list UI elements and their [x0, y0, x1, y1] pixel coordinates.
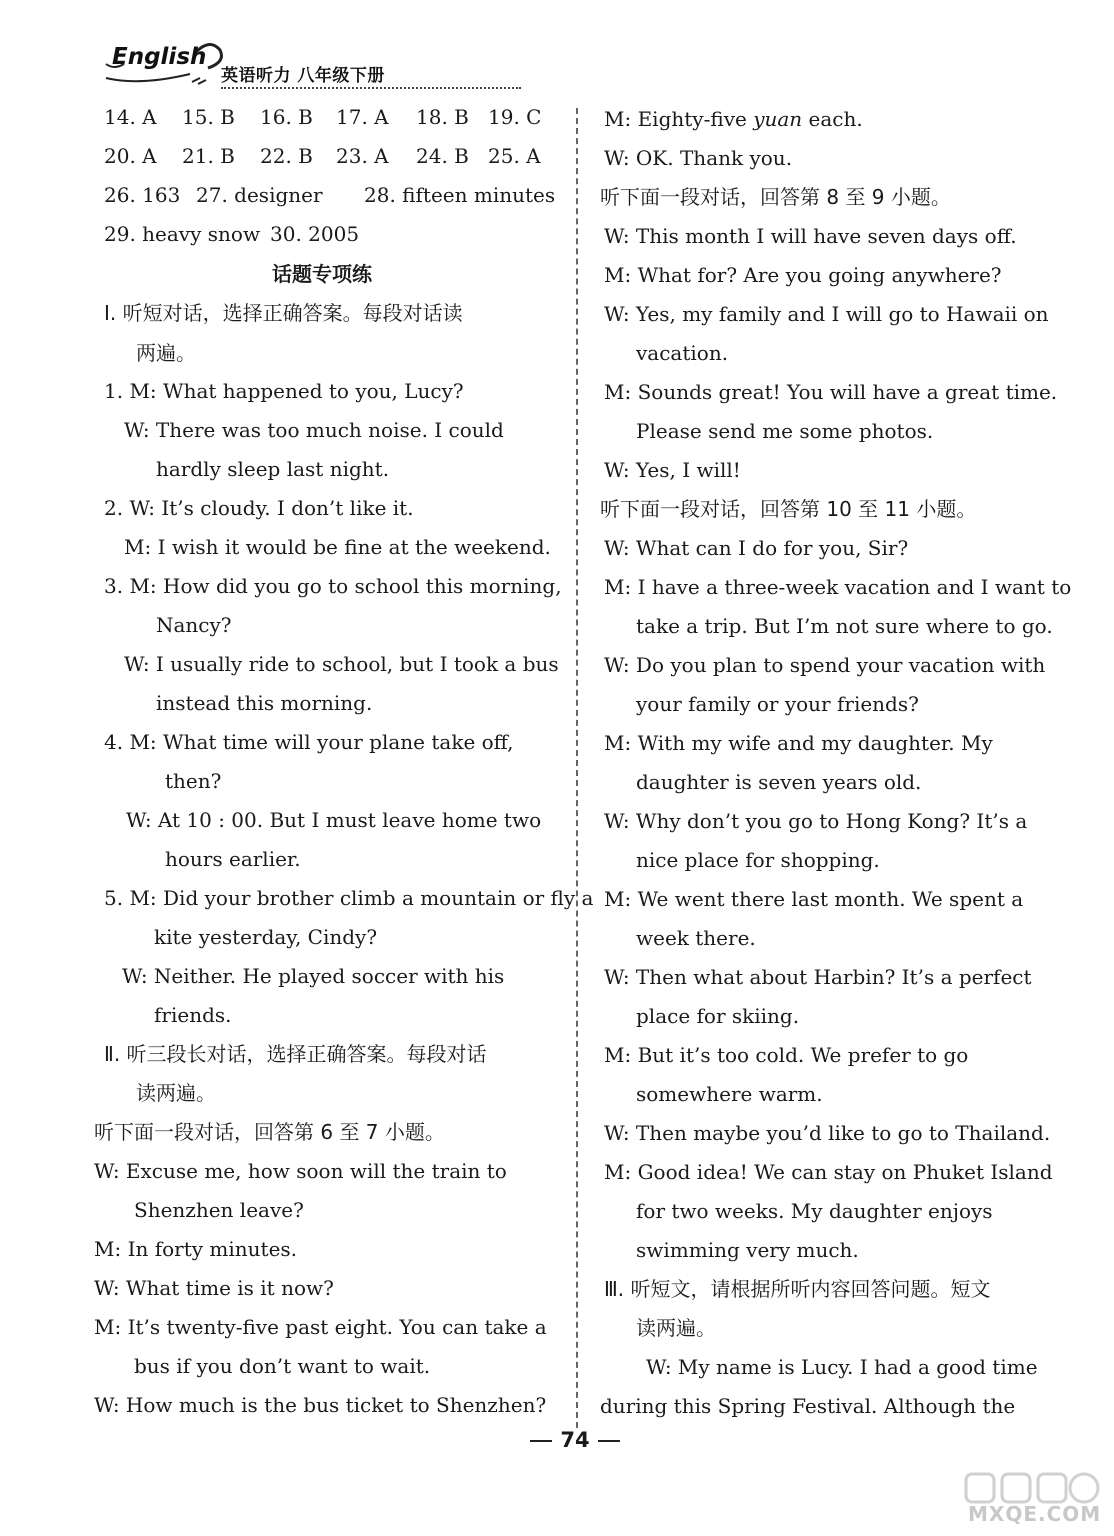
part-2-instruction: Ⅱ. 听三段长对话，选择正确答案。每段对话 — [104, 1042, 487, 1066]
answer-item: 20. A — [104, 144, 157, 168]
dialogue-line: M: It’s twenty-five past eight. You can take a — [94, 1315, 547, 1339]
dialogue-line: M: I wish it would be fine at the weekend. — [124, 535, 551, 559]
dialogue-line: W: What time is it now? — [94, 1276, 334, 1300]
page-number: 74 — [520, 1428, 630, 1452]
dialogue-line: 2. W: It’s cloudy. I don’t like it. — [104, 496, 414, 520]
dialogue-line: your family or your friends? — [636, 692, 919, 716]
dialogue-line: 1. M: What happened to you, Lucy? — [104, 379, 464, 403]
dialogue-line: bus if you don’t want to wait. — [134, 1354, 431, 1378]
dialogue-line: W: Do you plan to spend your vacation with — [604, 653, 1046, 677]
dialogue-line: W: At 10 : 00. But I must leave home two — [126, 808, 542, 832]
answer-item: 17. A — [336, 105, 389, 129]
page-number-dash — [598, 1440, 620, 1442]
dialogue-line: W: Why don’t you go to Hong Kong? It’s a — [604, 809, 1028, 833]
book-title: 英语听力 八年级下册 — [221, 66, 385, 86]
dialogue-line: nice place for shopping. — [636, 848, 880, 872]
part-3-instruction-cont: 读两遍。 — [636, 1316, 716, 1340]
dialogue-line: kite yesterday, Cindy? — [154, 925, 378, 949]
answer-item: 27. designer — [196, 183, 323, 207]
dialogue-line: W: How much is the bus ticket to Shenzhen? — [94, 1393, 547, 1417]
dialogue-line: for two weeks. My daughter enjoys — [636, 1199, 993, 1223]
answer-row-4 — [104, 221, 359, 247]
logo-word: English — [112, 44, 207, 70]
dialogue-intro: 听下面一段对话，回答第 6 至 7 小题。 — [94, 1120, 445, 1144]
header-divider — [221, 87, 521, 89]
dialogue-line: then? — [165, 769, 222, 793]
dialogue-line: M: Sounds great! You will have a great time. — [604, 380, 1058, 404]
watermark — [962, 1468, 1102, 1528]
answer-item: 21. B — [182, 144, 235, 168]
dialogue-line: M: In forty minutes. — [94, 1237, 298, 1261]
dialogue-line: swimming very much. — [636, 1238, 859, 1262]
dialogue-line: W: OK. Thank you. — [604, 146, 793, 170]
answer-row-2 — [104, 143, 541, 169]
dialogue-line: Shenzhen leave? — [134, 1198, 304, 1222]
dialogue-line: W: Then maybe you’d like to go to Thailand. — [604, 1121, 1051, 1145]
dialogue-line: M: We went there last month. We spent a — [604, 887, 1024, 911]
dialogue-line: M: What for? Are you going anywhere? — [604, 263, 1002, 287]
part-3-instruction: Ⅲ. 听短文，请根据所听内容回答问题。短文 — [604, 1277, 991, 1301]
dialogue-line: W: Excuse me, how soon will the train to — [94, 1159, 507, 1183]
dialogue-line: week there. — [636, 926, 756, 950]
answer-item: 25. A — [488, 144, 541, 168]
dialogue-line: instead this morning. — [156, 691, 373, 715]
answer-item: 23. A — [336, 144, 389, 168]
passage-line: during this Spring Festival. Although the — [600, 1394, 1016, 1418]
part-1-instruction-cont: 两遍。 — [136, 341, 196, 365]
answer-item: 18. B — [416, 105, 469, 129]
dialogue-line: hardly sleep last night. — [156, 457, 390, 481]
dialogue-line: 4. M: What time will your plane take off, — [104, 730, 514, 754]
page-header — [100, 34, 440, 98]
answer-row-3 — [104, 182, 555, 208]
dialogue-line: hours earlier. — [165, 847, 301, 871]
dialogue-intro: 听下面一段对话，回答第 8 至 9 小题。 — [600, 185, 951, 209]
page-number-dash — [530, 1440, 552, 1442]
dialogue-line: M: Eighty-five yuan each. — [604, 107, 863, 131]
answer-item: 22. B — [260, 144, 313, 168]
dialogue-line: M: Good idea! We can stay on Phuket Island — [604, 1160, 1053, 1184]
answer-item: 24. B — [416, 144, 469, 168]
answer-item: 28. fifteen minutes — [364, 183, 556, 207]
dialogue-line: Please send me some photos. — [636, 419, 934, 443]
watermark-text: MXQE.COM — [968, 1502, 1102, 1526]
dialogue-line: W: What can I do for you, Sir? — [604, 536, 909, 560]
part-1-instruction: Ⅰ. 听短对话，选择正确答案。每段对话读 — [104, 301, 463, 325]
passage-line: W: My name is Lucy. I had a good time — [646, 1355, 1038, 1379]
dialogue-line: friends. — [154, 1003, 232, 1027]
dialogue-line: W: Then what about Harbin? It’s a perfect — [604, 965, 1032, 989]
dialogue-line: take a trip. But I’m not sure where to go. — [636, 614, 1053, 638]
dialogue-line: somewhere warm. — [636, 1082, 823, 1106]
dialogue-line: Nancy? — [156, 613, 232, 637]
dialogue-line: W: Neither. He played soccer with his — [122, 964, 505, 988]
answer-item: 29. heavy snow — [104, 222, 261, 246]
dialogue-line: W: There was too much noise. I could — [124, 418, 504, 442]
dialogue-line: W: This month I will have seven days off. — [604, 224, 1017, 248]
dialogue-intro: 听下面一段对话，回答第 10 至 11 小题。 — [600, 497, 977, 521]
answer-item: 15. B — [182, 105, 235, 129]
dialogue-line: M: But it’s too cold. We prefer to go — [604, 1043, 969, 1067]
dialogue-line: place for skiing. — [636, 1004, 800, 1028]
dialogue-line: 3. M: How did you go to school this morning, — [104, 574, 562, 598]
dialogue-line: M: With my wife and my daughter. My — [604, 731, 993, 755]
dialogue-line: W: Yes, my family and I will go to Hawaii on — [604, 302, 1049, 326]
answer-item: 19. C — [488, 105, 542, 129]
answer-row-1 — [104, 104, 541, 130]
dialogue-line: 5. M: Did your brother climb a mountain or fly a — [104, 886, 594, 910]
column-divider — [576, 108, 578, 1428]
dialogue-line: M: I have a three-week vacation and I want to — [604, 575, 1072, 599]
answer-item: 30. 2005 — [270, 222, 360, 246]
answer-item: 26. 163 — [104, 183, 181, 207]
dialogue-line: daughter is seven years old. — [636, 770, 922, 794]
dialogue-line: W: I usually ride to school, but I took a bus — [124, 652, 559, 676]
answer-item: 16. B — [260, 105, 313, 129]
dialogue-line: vacation. — [636, 341, 729, 365]
dialogue-line: W: Yes, I will! — [604, 458, 741, 482]
part-2-instruction-cont: 读两遍。 — [136, 1081, 216, 1105]
section-title: 话题专项练 — [272, 262, 372, 286]
answer-item: 14. A — [104, 105, 157, 129]
